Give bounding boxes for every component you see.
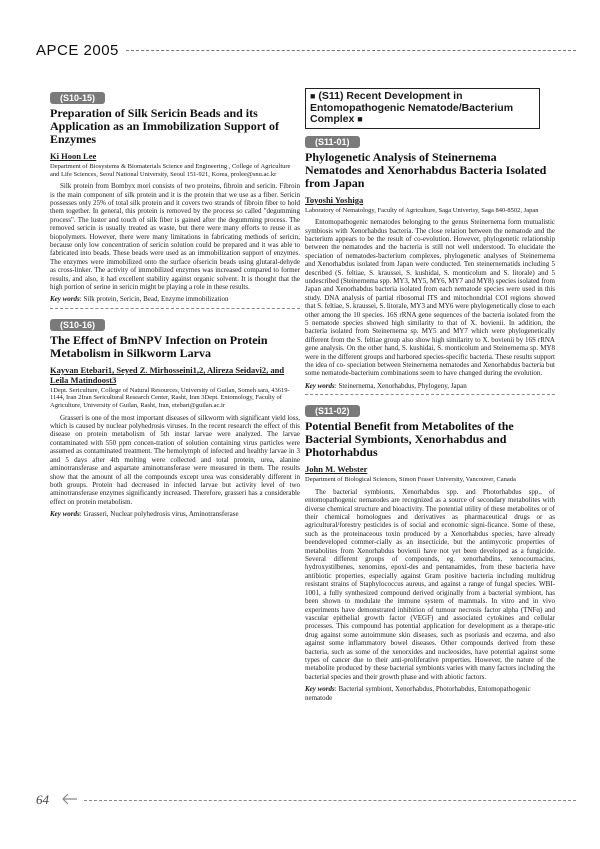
abstract-title: Preparation of Silk Sericin Beads and its Application as an Immobilization Support of Enzymes <box>50 106 280 146</box>
footer-rule <box>84 800 576 801</box>
abstract-keywords: Key words: Silk protein, Sericin, Bead, Enzyme immobilization <box>50 295 229 304</box>
right-column <box>305 88 555 705</box>
keywords-label: Key words <box>50 510 80 519</box>
page-header <box>36 36 576 64</box>
abstract-code-badge: (S10-15) <box>50 92 105 104</box>
square-bullet-icon: ■ <box>310 91 316 101</box>
keywords-text: Bacterial symbiont, Xenorhabdus, Photorhabdus, Entomopathogenic nematode <box>305 685 531 702</box>
abstract-body: Entomopathogenic nematodes belonging to the genus Steinernema form mutualistic symbiosis with Xenorhabdus bacteria. The close relation between the nematode and the bacterium appears to be the result of co-evolution. However, phylogenetic relationship between the nematodes and the bacteria is still not well understood. To elucidate the speciation of nematodes-bacterium complexes, phylogenetic analyses of Steinernema and Xenorhabdus isolated from Japan were conducted. Ten steinernematids including 5 described (S. feltiae, S. kraussei, S. kushidai, S. monticolum and S. litorale) and 5 undescribed (Steinernema spp. MY3, MY5, MY6, MY7 and MY8) species isolated from Japan and Xenorhabdus bacteria isolated from each nematode species were used in this study. DNA analysis of partial ribosomal ITS and mitochondrial COI regions showed that S. feltiae, S. kraussei, S. litorale, MY3 and MY6 were phylogenetically close to each other among the 10 species. 16S rRNA gene sequences of the bacteria isolated from the 5 nematode species showed high similarity to that of X. bovienii. In addition, the bacteria isolated from Steinernema sp. MY5 and MY7 which were phylogenetically different from the S. feltiae group also show high similarity to X. bovienii by 16S rRNA gene analysis. On the other hand, S. kushidai, S. monticolum and Steinernema sp. MY8 were in the different groups and harbored species-specific bacteria. These results support the idea of co- speciation between Steinernema nematodes and Xenorhabdus bacteria but some nematode-bacterium combinations seem to have changed during the evolution. <box>305 218 555 378</box>
abstract-affiliation: Laboratory of Nematology, Faculty of Agriculture, Saga Univerisy, Saga 840-8502, Japan <box>305 206 539 214</box>
left-column <box>50 88 300 522</box>
abstract-divider <box>305 394 555 395</box>
abstract-body: The bacterial symbionts, Xenorhabdus spp. and Photorhabdus spp., of entomopathogenic nematodes are recognized as a source of secondary metabolites with diverse chemical structure and bioactivity. The potential utility of these metabolites or of their chemical homologues and derivatives as pharmaceutical drugs or as agricultural/forestry pesticides is of social and economic signi-ficance. Some of these, such as the proteinaceous toxin produced by a Xenorhabdus species, have already beendeveloped commer-cially as an insecticide, but the antimycotic properties of metabolites from Xenorhabdus bovienii have not yet been developed as a fungicide. Several different groups of compounds, eg. xenorhabdins, xenocoumacins, hydroxystilbenes, xenomins, epoxi-des and pentanamides, from these bacteria have antibiotic properties, especially against Gram positive bacteria including multidrug resistant strains of Staphylococcus aureus, and against a range of fungal species. WBI-1001, a fully synthesized compound derived originally from a bacterial symbiont, has been shown to modulate the immune system of mammals. In vitro and in vivo experiments have demonstrated inhibition of tumour necrosis factor alpha (TNFα) and vascular epithelial growth factor (VEGF) and associated cytokines and cellular processes. This compound has potential application for development as a therape-utic drug against some autoimmune skin diseases, such as psoriasis and eczema, and also against some inflammatory bowel diseases. Other compounds derived from these bacteria, such as some of the xenorxides and nucleosides, have potential against some types of cancer due to their anti-proliferative properties. However, the nature of the metabolite produced by these bacterial symbionts varies with many factors including the bacterial species and their growth phase and with abiotic factors. <box>305 487 555 681</box>
abstract-keywords: Key words: Steinernema, Xenorhabdus, Phylogeny, Japan <box>305 381 467 390</box>
abstract-authors: Toyoshi Yoshiga <box>305 194 364 205</box>
abstract-code-badge: (S11-01) <box>305 136 360 148</box>
keywords-label: Key words <box>305 381 335 390</box>
abstract-s10-16 <box>50 315 300 519</box>
square-bullet-icon: ■ <box>357 114 363 124</box>
abstract-title: The Effect of BmNPV Infection on Protein Metabolism in Silkworm Larva <box>50 332 268 360</box>
header-rule <box>126 50 576 51</box>
keywords-label: Key words <box>50 295 80 304</box>
keywords-label: Key words <box>305 685 335 694</box>
session-title: (S11) Recent Development in Entomopathogenic Nematode/Bacterium Complex <box>310 90 514 125</box>
abstract-authors: Ki Hoon Lee <box>50 151 97 161</box>
abstract-keywords: Key words: Grasseri, Nuclear polyhedrosis virus, Aminotransferase <box>50 510 239 519</box>
abstract-s11-02 <box>305 401 555 702</box>
abstract-title: Phylogenetic Analysis of Steinernema Nematodes and Xenorhabdus Bacteria Isolated from Japan <box>305 149 547 190</box>
abstract-affiliation: Department of Biological Sciences, Simon Fraser University, Vancouver, Canada <box>305 476 516 484</box>
abstract-affiliation: 1Dept. Sericulture, College of Natural Resources, University of Guilan, Someh sara, 43619-1144, Iran 2Iran Sericultural Research Center, Rasht, Iran 3Dept. Entomology, Faculty of Agriculture, University of Guilan, Rasht, Iran, etebari@guilan.ac.ir <box>50 386 290 410</box>
abstract-title: Potential Benefit from Metabolites of the Bacterial Symbionts, Xenorhabdus and Photorhabdus <box>305 419 514 460</box>
header-title: APCE 2005 <box>36 42 119 59</box>
abstract-code-badge: (S11-02) <box>305 405 360 417</box>
abstract-keywords: Key words: Bacterial symbiont, Xenorhabdus, Photorhabdus, Entomopathogenic nematode <box>305 685 531 702</box>
keywords-text: Steinernema, Xenorhabdus, Phylogeny, Japan <box>338 381 467 390</box>
abstract-code-badge: (S10-16) <box>50 319 105 331</box>
session-heading-box <box>305 88 540 129</box>
abstract-authors: Kayvan Etebari1, Seyed Z. Mirhosseini1,2, Alireza Seidavi2, and Leila Matindoost3 <box>50 364 285 385</box>
abstract-divider <box>50 308 300 309</box>
abstract-body: Grasseri is one of the most important diseases of silkworm with significant yield loss, which is caused by nuclear polyhedrosis viruses. In the recent research the effect of this disease on protein metabolism of 5th instar larvae were analyzed. The larvae contaminated with 550 ppm concen-tration of solution containing virus particles were assumed as contaminated treatment. The hemolymph of infected and healthy larvae in 3 and 5 days after 4th molting were collected and total protein, urea, alanine aminotransferase and aspartate aminotransferase were measured in them. The results show that the amount of all the compounds except urea was considerably different in both groups. Protein had decreased in infected larvae but activity level of two aminotransferase enzymes significantly increased. Therefore, grasseri has a considerable effect on protein metabolism. <box>50 413 300 506</box>
abstract-authors: John M. Webster <box>305 464 368 475</box>
keywords-text: Grasseri, Nuclear polyhedrosis virus, Aminotransferase <box>83 510 239 519</box>
arrow-left-icon <box>62 793 78 805</box>
abstract-affiliation: Department of Biosystems & Biomaterials Science and Engineering , College of Agriculture and Life Sciences, Seoul National University, Seoul 151-921, Korea, prolee@snu.ac.kr <box>50 163 291 178</box>
page-number: 64 <box>36 792 49 807</box>
keywords-text: Silk protein, Sericin, Bead, Enzyme immobilization <box>83 295 229 304</box>
abstract-s11-01 <box>305 132 555 391</box>
abstract-s10-15 <box>50 88 300 304</box>
abstract-body: Silk protein from Bombyx mori consists of two proteins, fibroin and sericin. Fibroin is the main component of silk protein and it is the protein that we use as a fiber. Sericin possesses only 25% of total silk protein and it covers two strands of fibroin fiber to hold them together. In general, this protein is removed by the process so called "degumming process". The luster and touch of silk fiber is gained after the degumming process. The removed sericin is usually treated as waste, but there were many efforts to reuse it as biopolymers. However, there were many limitations in fabricating methods of sericin, because only low concentration of sericin solution could be prepared and it was able to fabricated into beads. These beads were used as an immobilization support of enzymes. The enzymes were immobilized onto the surface ofsericin beads using glutaral-dehyde as cross-linker. The activity of immobilized enzymes was increased compared to former results, and also, it had excellent stability against organic solvent. It is thought that the high portion of serine in sericin might be playing a role in these results. <box>50 182 300 292</box>
